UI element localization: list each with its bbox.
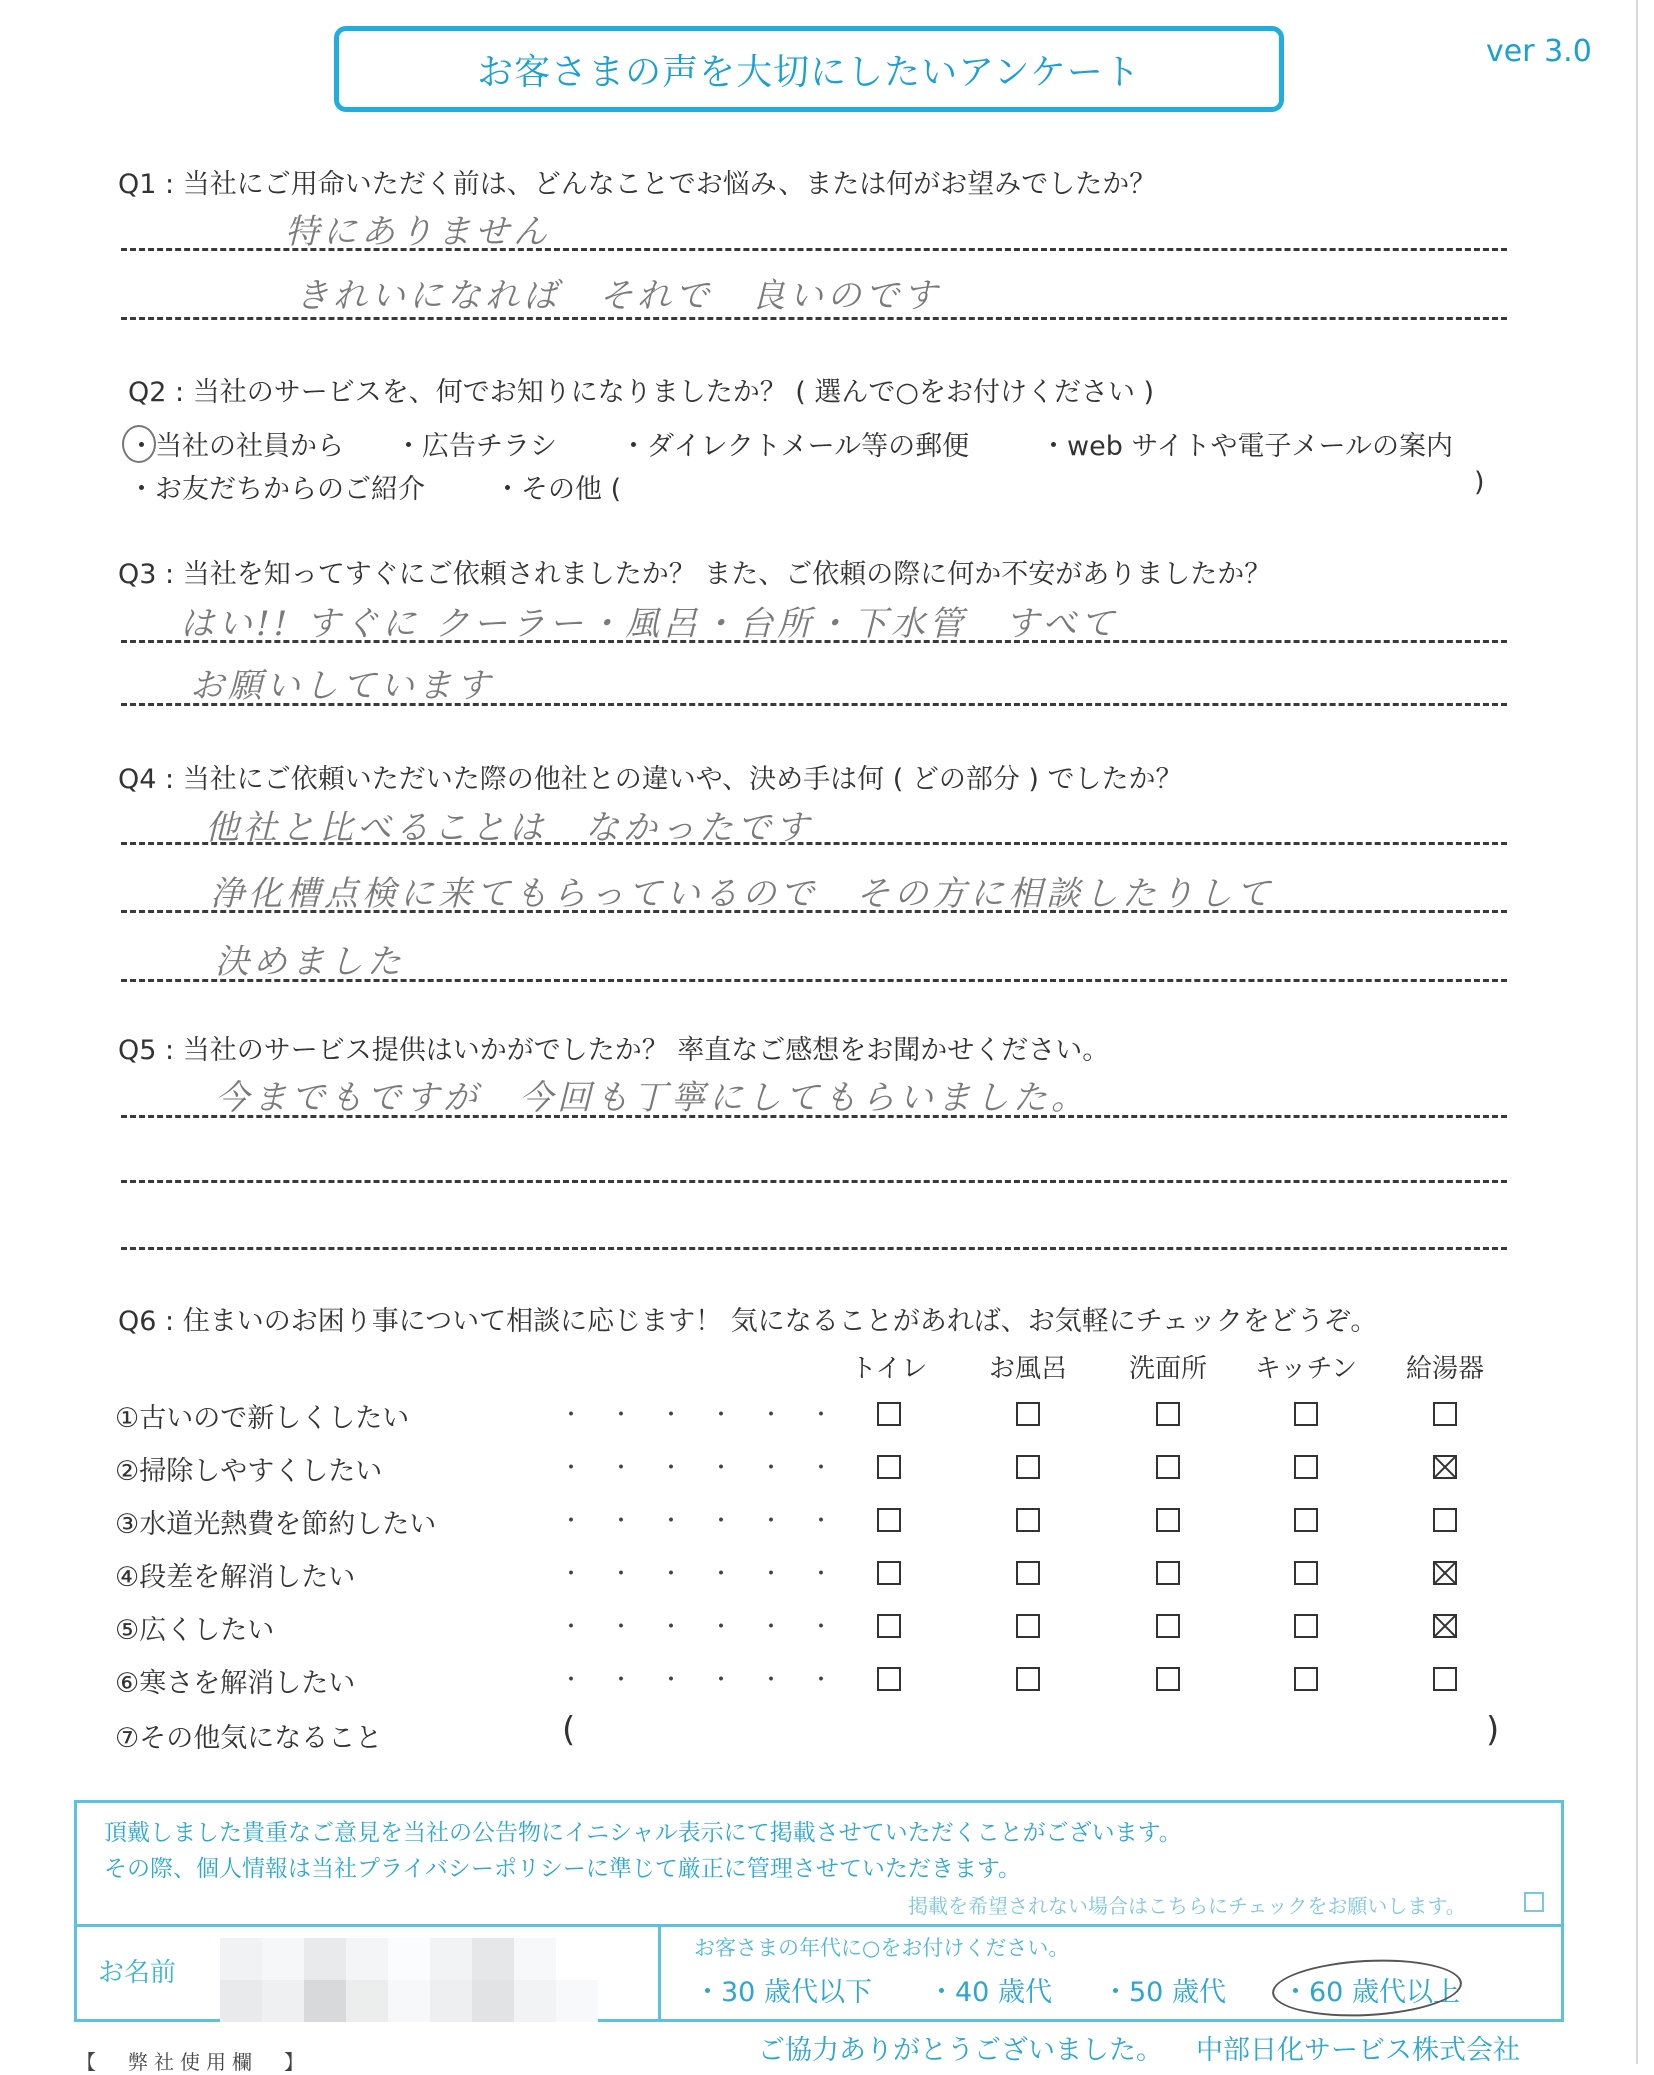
q6-other-close-paren: ) [1486,1710,1500,1750]
q6-checkbox[interactable] [1294,1455,1318,1479]
q2-option-web[interactable]: ・web サイトや電子メールの案内 [1040,431,1453,462]
opt-out-label: 掲載を希望されない場合はこちらにチェックをお願いします。 [908,1894,1466,1918]
title-box [334,26,1284,112]
redaction-pixel [220,1938,262,1980]
q1-answer-line-1 [121,248,1507,251]
q6-checkbox[interactable] [1294,1402,1318,1426]
q3-answer-line-1 [121,640,1507,643]
q6-row-label: ①古いので新しくしたい [115,1403,410,1434]
q1-answer-line-2 [121,317,1507,320]
q6-checkbox[interactable] [1016,1561,1040,1585]
q2-other-close-paren: ) [1474,467,1485,498]
q6-checkbox[interactable] [1156,1508,1180,1532]
q5-answer-line-2 [121,1180,1507,1183]
q3-answer-line-2 [121,703,1507,706]
q3-answer-2[interactable]: お願いしています [190,666,494,706]
q6-column-header: 給湯器 [1405,1354,1484,1384]
q1-answer-2[interactable]: きれいになれば それで 良いのです [295,276,941,316]
q5-question: Q5 : 当社のサービス提供はいかがでしたか？ 率直なご感想をお聞かせください。 [118,1035,1110,1066]
q2-question: Q2 : 当社のサービスを、何でお知りになりましたか？ ( 選んで○をお付けください ) [128,377,1155,408]
q5-answer-line-1 [121,1115,1507,1118]
page-title: お客さまの声を大切にしたいアンケート [477,51,1141,93]
q6-checkbox[interactable] [1156,1455,1180,1479]
q6-checkbox[interactable] [1433,1402,1457,1426]
q5-answer-line-3 [121,1247,1507,1250]
q6-other-label: ⑦その他気になること [115,1723,383,1754]
q6-column-header: トイレ [850,1354,928,1384]
q2-option-friend[interactable]: ・お友だちからのご紹介 [128,474,425,505]
q1-question: Q1 : 当社にご用命いただく前は、どんなことでお悩み、または何がお望みでしたか？ [118,169,1157,200]
redaction-pixel [556,1938,598,1980]
q3-answer-1[interactable]: はい!! すぐに クーラー・風呂・台所・下水管 すべて [180,604,1119,644]
q6-checkbox[interactable] [1433,1508,1457,1532]
q6-checkbox[interactable] [1016,1614,1040,1638]
q6-question: Q6 : 住まいのお困り事について相談に応じます！ 気になることがあれば、お気軽にチェックをどうぞ。 [118,1306,1378,1337]
age-option-40s[interactable]: ・40 歳代 [928,1977,1052,2008]
redaction-pixel [514,1980,556,2022]
q4-answer-2[interactable]: 浄化槽点検に来てもらっているので その方に相談したりして [210,874,1274,914]
q6-checkbox[interactable] [1156,1667,1180,1691]
q6-row-label: ⑤広くしたい [115,1615,275,1646]
q4-question: Q4 : 当社にご依頼いただいた際の他社との違いや、決め手は何 ( どの部分 ) でしたか？ [118,764,1183,795]
q6-row-label: ⑥寒さを解消したい [115,1668,356,1699]
q6-checkbox[interactable] [1016,1455,1040,1479]
q2-option-other[interactable]: ・その他 ( [494,474,622,505]
redaction-pixel [262,1938,304,1980]
q6-row-label: ②掃除しやすくしたい [115,1456,383,1487]
redaction-pixel [220,1980,262,2022]
redaction-pixel [430,1980,472,2022]
q6-checkbox[interactable] [1294,1667,1318,1691]
q6-checkbox[interactable] [1433,1667,1457,1691]
redaction-pixel [388,1938,430,1980]
q6-checkbox[interactable] [1016,1508,1040,1532]
redaction-pixel [472,1980,514,2022]
q6-row-label: ④段差を解消したい [115,1562,356,1593]
q6-row-dots: ・・・・・・ [560,1509,861,1534]
redaction-pixel [514,1938,556,1980]
redaction-pixel [388,1980,430,2022]
q6-checkbox[interactable] [1294,1561,1318,1585]
q6-checkbox[interactable] [1156,1402,1180,1426]
q6-row-dots: ・・・・・・ [560,1668,861,1693]
q6-row-dots: ・・・・・・ [560,1562,861,1587]
age-option-60-over[interactable]: ・60 歳代以上 [1282,1977,1460,2008]
q6-column-header: お風呂 [988,1354,1067,1384]
q6-row-dots: ・・・・・・ [560,1456,861,1481]
q6-checkbox[interactable] [877,1561,901,1585]
age-option-30-under[interactable]: ・30 歳代以下 [694,1977,872,2008]
version-label: ver 3.0 [1486,34,1592,69]
info-divider-vertical [658,1926,661,2020]
redaction-pixel [346,1938,388,1980]
company-name: 中部日化サービス株式会社 [1196,2035,1520,2066]
redaction-pixel [304,1938,346,1980]
q6-checkbox[interactable] [877,1455,901,1479]
q4-answer-line-1 [121,842,1507,845]
q6-checkbox[interactable] [1156,1614,1180,1638]
age-prompt: お客さまの年代に○をお付けください。 [694,1936,1070,1960]
q6-checkbox[interactable] [1433,1561,1457,1585]
q1-answer-1[interactable]: 特にありません [285,212,551,252]
scan-edge [1636,0,1638,2064]
q2-option-direct-mail[interactable]: ・ダイレクトメール等の郵便 [620,431,970,462]
redaction-pixel [262,1980,304,2022]
q6-row-label: ③水道光熱費を節約したい [115,1509,437,1540]
q3-question: Q3 : 当社を知ってすぐにご依頼されましたか？ また、ご依頼の際に何か不安がありましたか？ [118,559,1272,590]
q6-checkbox[interactable] [1016,1667,1040,1691]
q6-checkbox[interactable] [1156,1561,1180,1585]
q6-checkbox[interactable] [877,1508,901,1532]
q6-row-dots: ・・・・・・ [560,1403,861,1428]
thanks-message: ご協力ありがとうございました。 [758,2035,1163,2066]
q6-row-dots: ・・・・・・ [560,1615,861,1640]
q6-checkbox[interactable] [1433,1614,1457,1638]
q4-answer-3[interactable]: 決めました [215,942,405,982]
q5-answer-1[interactable]: 今までもですが 今回も丁寧にしてもらいました。 [215,1078,1089,1118]
q2-option-employee[interactable]: ・当社の社員から [128,431,344,462]
office-use-label: 【 弊社使用欄 】 [76,2050,310,2074]
name-label: お名前 [98,1958,177,1988]
redaction-pixel [556,1980,598,2022]
q6-other-open-paren: ( [562,1710,576,1750]
q6-checkbox[interactable] [877,1667,901,1691]
redaction-pixel [346,1980,388,2022]
q6-column-header: キッチン [1254,1354,1358,1384]
redaction-pixel [430,1938,472,1980]
q6-checkbox[interactable] [877,1402,901,1426]
q6-column-header: 洗面所 [1128,1354,1207,1384]
info-divider-horizontal [74,1924,1564,1927]
redaction-pixel [472,1938,514,1980]
consent-line-1: 頂戴しました貴重なご意見を当社の公告物にイニシャル表示にて掲載させていただくことがございます。 [104,1820,1182,1846]
q6-checkbox[interactable] [1294,1508,1318,1532]
q6-checkbox[interactable] [877,1614,901,1638]
q4-answer-1[interactable]: 他社と比べることは なかったです [205,808,813,848]
q6-checkbox[interactable] [1016,1402,1040,1426]
opt-out-checkbox[interactable] [1524,1892,1544,1912]
q2-option-flyer[interactable]: ・広告チラシ [395,431,557,462]
q6-checkbox[interactable] [1294,1614,1318,1638]
q4-answer-line-2 [121,910,1507,913]
redaction-pixel [304,1980,346,2022]
q6-checkbox[interactable] [1433,1455,1457,1479]
consent-line-2: その際、個人情報は当社プライバシーポリシーに準じて厳正に管理させていただきます。 [104,1856,1022,1882]
age-option-50s[interactable]: ・50 歳代 [1102,1977,1226,2008]
q4-answer-line-3 [121,979,1507,982]
